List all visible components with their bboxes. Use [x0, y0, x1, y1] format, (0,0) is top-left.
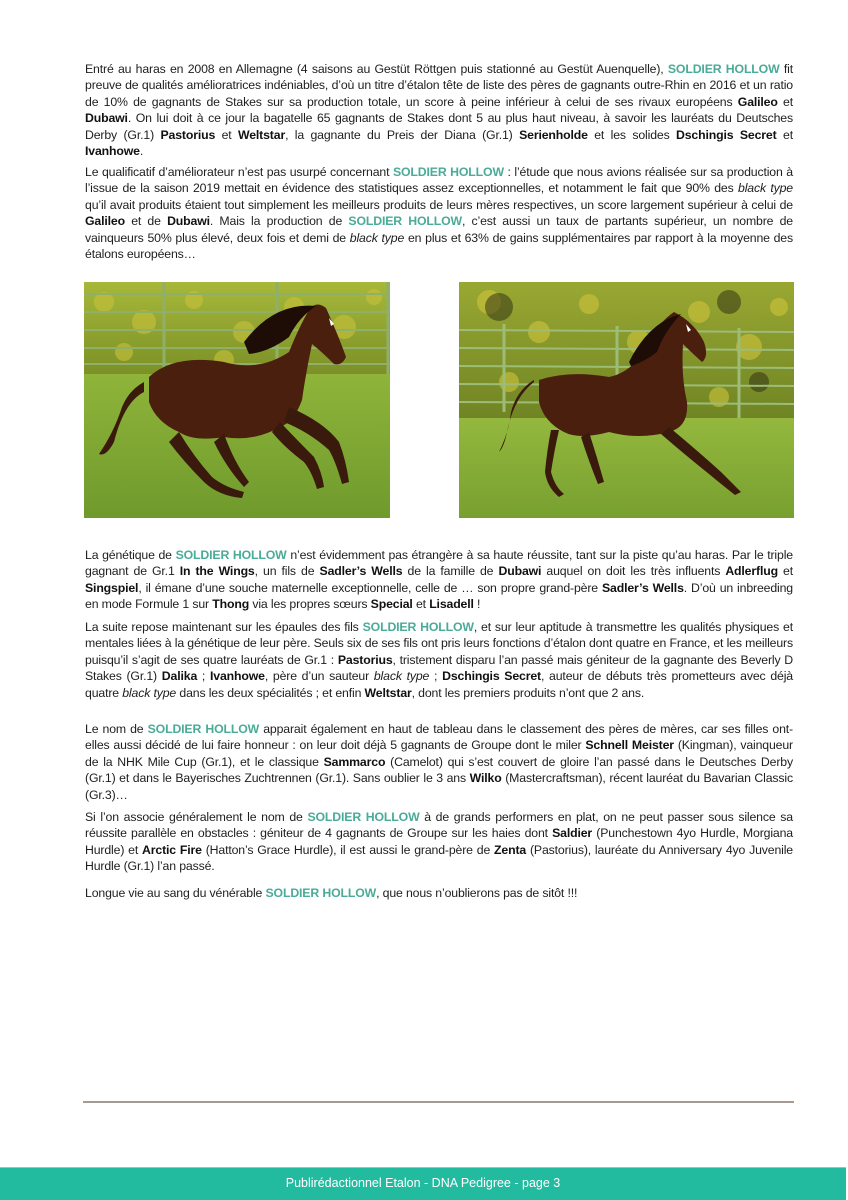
text-run: , un fils de — [254, 564, 320, 579]
text-run: (Hatton’s Grace Hurdle), il est aussi le grand-père de — [201, 842, 495, 857]
horse-name-bold: Dschingis Secret — [676, 127, 777, 142]
text-run: apparait également en haut de tableau dans le classement des pères de mères, car ses filles ont-elles aussi décidé de lui faire honneur : on leur doit déjà 5 gagnants de Groupe dont le miler — [85, 722, 793, 753]
text-run: via les propres sœurs — [249, 597, 371, 612]
text-run: , dont les premiers produits n’ont que 2 ans. — [411, 685, 645, 700]
text-run: (Punchestown 4yo Hurdle, Morgiana Hurdle) et — [85, 826, 793, 857]
horse-name-bold: Sadler’s Wells — [319, 564, 403, 579]
horse-name-bold: Serienholde — [519, 127, 588, 142]
horse-name-bold: Ivanhowe — [209, 669, 265, 684]
text-run: . On lui doit à ce jour la bagatelle 65 gagnants de Stakes dont 5 au plus haut niveau, à savoir les lauréats du Deutsches Derby (Gr.1) — [85, 111, 793, 142]
text-run: , père d’un sauteur — [264, 669, 374, 684]
text-run: et — [777, 94, 793, 109]
text-run: en plus et 63% de gains supplémentaires par rapport à la moyenne des étalons européens… — [85, 230, 793, 262]
stallion-name-highlight: SOLDIER HOLLOW — [307, 810, 420, 824]
horse-name-bold: Ivanhowe — [85, 144, 140, 159]
paragraph-obstacles — [85, 809, 793, 875]
text-run: auquel on doit les très influents — [541, 564, 726, 579]
stallion-name-highlight: SOLDIER HOLLOW — [667, 62, 780, 76]
stallion-name-highlight: SOLDIER HOLLOW — [175, 548, 287, 562]
text-run: La suite repose maintenant sur les épaules des fils — [85, 620, 363, 634]
paragraph-ameliorateur — [85, 164, 793, 262]
horse-name-bold: In the Wings — [179, 564, 255, 579]
horse-name-bold: Pastorius — [160, 127, 216, 142]
paragraph-fils — [85, 619, 793, 701]
horse-name-bold: Adlerflug — [725, 564, 778, 579]
horse-name-bold: Dalika — [161, 669, 198, 684]
horse-name-bold: Sammarco — [323, 754, 386, 769]
text-run: et — [412, 597, 430, 612]
stallion-name-highlight: SOLDIER HOLLOW — [392, 165, 504, 179]
text-run: n’est évidemment pas étrangère à sa haute réussite, tant sur la piste qu’au haras. Par le triple gagnant de Gr.1 — [85, 548, 793, 579]
horse-galloping-icon — [84, 282, 390, 518]
text-run: Si l’on associe généralement le nom de — [85, 810, 308, 824]
text-run: La génétique de — [85, 548, 176, 562]
footer-bar — [0, 1167, 846, 1200]
paragraph-genetique — [85, 547, 793, 613]
horse-name-bold: Dschingis Secret — [442, 669, 541, 684]
horse-name-bold: Galileo — [737, 94, 778, 109]
horse-photo-right — [459, 282, 794, 518]
paragraph-peres-de-meres — [85, 721, 793, 803]
horse-name-bold: Saldier — [552, 826, 593, 841]
text-run: Le nom de — [85, 722, 148, 736]
horse-name-bold: Dubawi — [85, 111, 128, 126]
horse-name-bold: Sadler’s Wells — [601, 580, 684, 595]
text-run: fit preuve de qualités amélioratrices indéniables, d’où un titre d’étalon tête de liste des pères de gagnants outre-Rhin en 2016 et un ratio de 10% de gagnants de Stakes sur sa production totale, un score à peine inférieur à celui de ses rivaux européens — [85, 62, 793, 109]
horse-name-bold: Singspiel — [85, 580, 139, 595]
text-run: : l’étude que nous avions réalisée sur sa production à l’issue de la saison 2019 mettait en évidence des statistiques assez exceptionnelles, et notamment le fait que 90% des — [85, 165, 793, 196]
horse-name-bold: Weltstar — [237, 127, 286, 142]
horse-name-bold: Dubawi — [498, 564, 542, 579]
text-run: et — [215, 127, 238, 142]
text-run: , tristement disparu l’an passé mais géniteur de la gagnante des Beverly D Stakes (Gr.1) — [85, 652, 793, 684]
text-run: , auteur de débuts très prometteurs avec déjà quatre — [85, 669, 793, 700]
text-run: , et sur leur aptitude à transmettre les qualités physiques et mentales liées à la génétique de leur père. Seuls six de ses fils ont pris leurs fonctions d’étalon dont quatre en France, et les meilleurs puisqu’il s’agit de ses quatre lauréats de Gr.1 : — [85, 620, 793, 667]
stallion-name-highlight: SOLDIER HOLLOW — [362, 620, 474, 634]
text-run: (Kingman), vainqueur de la NHK Mile Cup (Gr.1), et le classique — [85, 738, 793, 769]
horse-name-bold: Galileo — [85, 214, 125, 229]
text-run: (Pastorius), lauréate du Anniversary 4yo Juvenile Hurdle (Gr.1) l’an passé. — [85, 842, 793, 874]
text-run: qu’il avait produits étaient tout simplement les meilleurs produits de leurs mères respectives, un score largement supérieur à celui de — [85, 197, 793, 212]
text-run: , la gagnante du Preis der Diana (Gr.1) — [285, 127, 520, 142]
horse-name-bold: Schnell Meister — [585, 738, 674, 753]
italic-term: black type — [373, 669, 430, 684]
text-run: ! — [473, 597, 481, 612]
text-run: , il émane d’une souche maternelle exceptionnelle, celle de … son propre grand-père — [138, 580, 602, 595]
horse-name-bold: Thong — [212, 597, 250, 612]
text-run: dans les deux spécialités ; et enfin — [176, 685, 365, 700]
stallion-name-highlight: SOLDIER HOLLOW — [265, 886, 377, 900]
footer-divider — [83, 1101, 794, 1103]
text-run: à de grands performers en plat, on ne peut passer sous silence sa réussite parallèle en obstacles : géniteur de 4 gagnants de Groupe sur les haies dont — [85, 810, 793, 841]
text-run: , que nous n’oublierons pas de sitôt !!! — [376, 886, 578, 900]
stallion-name-highlight: SOLDIER HOLLOW — [348, 214, 462, 229]
text-run: . — [139, 144, 144, 159]
horse-name-bold: Lisadell — [429, 597, 474, 612]
italic-term: black type — [738, 181, 793, 196]
paragraph-intro — [85, 61, 793, 159]
horse-name-bold: Dubawi — [167, 214, 210, 229]
footer-text: Publirédactionnel Etalon - DNA Pedigree - page 3 — [285, 1176, 561, 1190]
italic-term: black type — [122, 685, 177, 700]
text-run: (Camelot) qui s’est couvert de gloire l’an passé dans le Deutsches Derby (Gr.1) et dans le Bayerisches Zuchtrennen (Gr.1). Sans oublier le 3 ans — [85, 754, 793, 786]
stallion-name-highlight: SOLDIER HOLLOW — [147, 722, 260, 736]
horse-galloping-icon — [459, 282, 794, 518]
text-run: . D’où un inbreeding en mode Formule 1 sur — [85, 580, 793, 612]
italic-term: black type — [349, 230, 405, 245]
horse-name-bold: Special — [370, 597, 413, 612]
horse-photo-left — [84, 282, 390, 518]
text-run: et de — [124, 214, 168, 229]
text-run: et — [777, 564, 794, 579]
text-run: et les solides — [587, 127, 677, 142]
text-run: ; — [429, 669, 443, 684]
paragraph-conclusion — [85, 885, 793, 901]
text-run: Longue vie au sang du vénérable — [85, 886, 266, 900]
text-run: Entré au haras en 2008 en Allemagne (4 saisons au Gestüt Röttgen puis stationné au Gestüt Auenquelle), — [85, 62, 668, 76]
horse-name-bold: Weltstar — [364, 685, 412, 700]
horse-name-bold: Arctic Fire — [142, 842, 202, 857]
horse-name-bold: Pastorius — [337, 652, 393, 667]
text-run: . Mais la production de — [209, 214, 349, 229]
text-run: (Mastercraftsman), récent lauréat du Bavarian Classic (Gr.3)… — [85, 771, 793, 802]
horse-name-bold: Zenta — [494, 842, 527, 857]
horse-name-bold: Wilko — [469, 771, 502, 786]
text-run: ; — [197, 669, 210, 684]
text-run: Le qualificatif d’améliorateur n’est pas usurpé concernant — [85, 165, 393, 179]
text-run: , c’est aussi un taux de partants supérieur, un nombre de vainqueurs 50% plus élevé, deux fois et demi de — [85, 214, 793, 245]
text-run: de la famille de — [402, 564, 499, 579]
text-run: et — [776, 127, 793, 142]
